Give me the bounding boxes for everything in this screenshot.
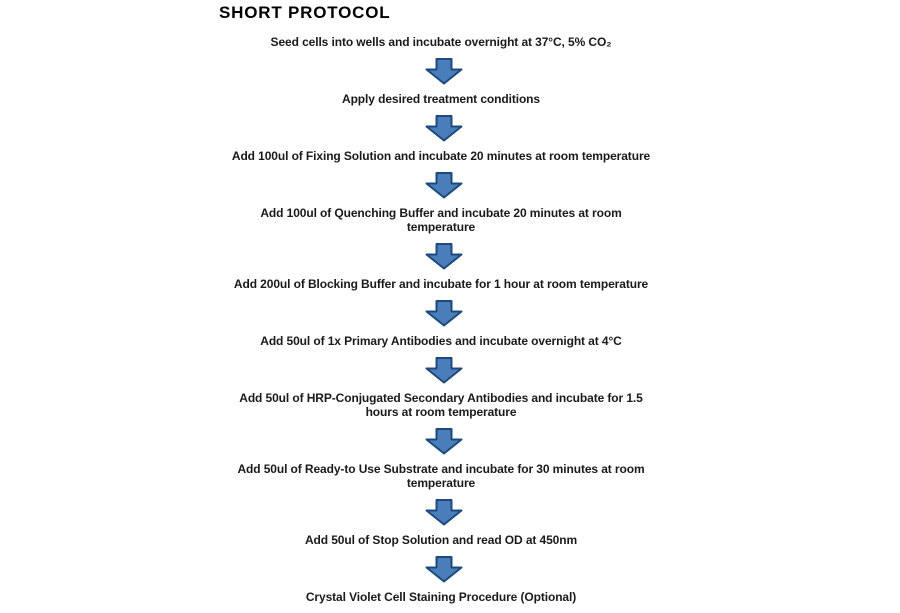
down-arrow-glyph [425,58,463,85]
step-text-line: Apply desired treatment conditions [342,92,540,106]
flow-step [211,533,671,547]
down-arrow-glyph [425,499,463,526]
flow-step [211,92,671,106]
down-arrow-glyph [425,428,463,455]
flow-step [211,149,671,163]
flow-step [211,462,671,490]
down-arrow-icon [419,243,463,270]
step-text-line: Add 50ul of Stop Solution and read OD at 450nm [304,533,578,547]
step-text-line: Add 50ul of 1x Primary Antibodies and incubate overnight at 4°C [260,334,622,348]
step-text-line: Crystal Violet Cell Staining Procedure (Optional) [305,590,577,604]
down-arrow-icon [419,58,463,85]
down-arrow-icon [419,556,463,583]
down-arrow-glyph [425,172,463,199]
flow-step [211,277,671,291]
down-arrow-glyph [425,556,463,583]
protocol-flowchart [211,35,671,604]
step-text-line: temperature [406,476,476,490]
flow-step [211,206,671,234]
down-arrow-glyph [425,243,463,270]
down-arrow-icon [419,172,463,199]
down-arrow-icon [419,357,463,384]
step-text-line: hours at room temperature [365,405,517,419]
down-arrow-icon [419,115,463,142]
step-text-line: temperature [406,220,476,234]
down-arrow-glyph [425,115,463,142]
page-title: SHORT PROTOCOL [219,3,391,22]
flow-step [211,590,671,604]
step-text-line: Add 200ul of Blocking Buffer and incubate for 1 hour at room temperature [233,277,649,291]
down-arrow-glyph [425,357,463,384]
step-text-line: Add 50ul of Ready-to Use Substrate and incubate for 30 minutes at room [237,462,645,476]
flow-step [211,391,671,419]
step-text-line: Add 100ul of Fixing Solution and incubate 20 minutes at room temperature [231,149,651,163]
down-arrow-icon [419,428,463,455]
step-text-line: Seed cells into wells and incubate overnight at 37°C, 5% CO₂ [270,35,612,49]
down-arrow-icon [419,499,463,526]
step-text-line: Add 50ul of HRP-Conjugated Secondary Antibodies and incubate for 1.5 [239,391,643,405]
flow-step [211,35,671,49]
protocol-document [211,3,671,613]
down-arrow-icon [419,300,463,327]
flow-step [211,334,671,348]
step-text-line: Add 100ul of Quenching Buffer and incubate 20 minutes at room [260,206,622,220]
down-arrow-glyph [425,300,463,327]
